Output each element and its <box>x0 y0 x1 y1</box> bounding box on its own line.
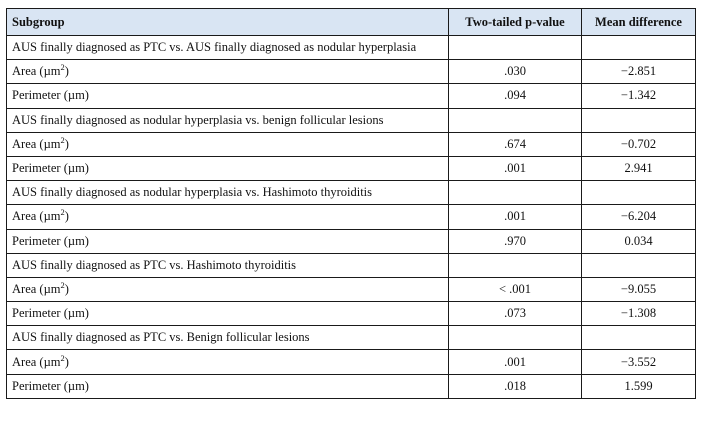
measure-label <box>7 350 449 374</box>
table-row <box>7 205 696 229</box>
pvalue-cell: < .001 <box>449 277 582 301</box>
pvalue-cell: .001 <box>449 350 582 374</box>
group-row <box>7 108 696 132</box>
empty-cell <box>449 253 582 277</box>
mean-difference-cell: −3.552 <box>582 350 696 374</box>
pvalue-cell: .030 <box>449 60 582 84</box>
table-row <box>7 277 696 301</box>
pvalue-cell: .970 <box>449 229 582 253</box>
measure-label <box>7 229 449 253</box>
unit-exponent: 2 <box>60 279 65 290</box>
pvalue-cell: .018 <box>449 374 582 398</box>
mean-difference-cell: −9.055 <box>582 277 696 301</box>
pvalue-cell: .094 <box>449 84 582 108</box>
measure-label-text: Area (µm <box>12 354 61 369</box>
measure-label <box>7 277 449 301</box>
table-row <box>7 60 696 84</box>
pvalue-cell: .674 <box>449 132 582 156</box>
measure-label-text: Perimeter (µm) <box>12 378 89 393</box>
empty-cell <box>449 108 582 132</box>
empty-cell <box>449 181 582 205</box>
empty-cell <box>449 326 582 350</box>
measure-label <box>7 205 449 229</box>
results-table <box>6 8 696 399</box>
measure-label-text: Perimeter (µm) <box>12 88 89 103</box>
measure-label <box>7 156 449 180</box>
table-row <box>7 132 696 156</box>
mean-difference-cell: −2.851 <box>582 60 696 84</box>
pvalue-cell: .001 <box>449 205 582 229</box>
unit-exponent: 2 <box>60 207 65 218</box>
table-row <box>7 229 696 253</box>
table-row <box>7 156 696 180</box>
measure-label-end: ) <box>64 209 69 224</box>
empty-cell <box>582 326 696 350</box>
measure-label-text: Area (µm <box>12 209 61 224</box>
table-row <box>7 302 696 326</box>
empty-cell <box>449 36 582 60</box>
measure-label-end: ) <box>64 281 69 296</box>
group-row <box>7 181 696 205</box>
group-title: AUS finally diagnosed as nodular hyperplasia vs. benign follicular lesions <box>7 108 449 132</box>
header-mean-difference: Mean difference <box>582 9 696 36</box>
mean-difference-cell: −6.204 <box>582 205 696 229</box>
measure-label-end: ) <box>64 136 69 151</box>
mean-difference-cell: −1.342 <box>582 84 696 108</box>
mean-difference-cell: 1.599 <box>582 374 696 398</box>
pvalue-cell: .073 <box>449 302 582 326</box>
measure-label <box>7 132 449 156</box>
measure-label-end: ) <box>64 354 69 369</box>
mean-difference-cell: 0.034 <box>582 229 696 253</box>
mean-difference-cell: 2.941 <box>582 156 696 180</box>
results-table-container <box>6 8 695 399</box>
measure-label-text: Perimeter (µm) <box>12 306 89 321</box>
header-pvalue: Two-tailed p-value <box>449 9 582 36</box>
measure-label-text: Perimeter (µm) <box>12 161 89 176</box>
measure-label-text: Area (µm <box>12 281 61 296</box>
unit-exponent: 2 <box>60 352 65 363</box>
empty-cell <box>582 36 696 60</box>
group-title: AUS finally diagnosed as PTC vs. Hashimoto thyroiditis <box>7 253 449 277</box>
measure-label-end: ) <box>64 64 69 79</box>
measure-label-text: Perimeter (µm) <box>12 233 89 248</box>
measure-label <box>7 84 449 108</box>
measure-label <box>7 302 449 326</box>
unit-exponent: 2 <box>60 62 65 73</box>
group-row <box>7 36 696 60</box>
group-title: AUS finally diagnosed as nodular hyperplasia vs. Hashimoto thyroiditis <box>7 181 449 205</box>
table-body <box>7 36 696 399</box>
group-title: AUS finally diagnosed as PTC vs. AUS finally diagnosed as nodular hyperplasia <box>7 36 449 60</box>
group-row <box>7 326 696 350</box>
table-row <box>7 374 696 398</box>
measure-label <box>7 374 449 398</box>
empty-cell <box>582 181 696 205</box>
header-subgroup: Subgroup <box>7 9 449 36</box>
group-title: AUS finally diagnosed as PTC vs. Benign follicular lesions <box>7 326 449 350</box>
group-row <box>7 253 696 277</box>
mean-difference-cell: −0.702 <box>582 132 696 156</box>
empty-cell <box>582 253 696 277</box>
table-row <box>7 350 696 374</box>
pvalue-cell: .001 <box>449 156 582 180</box>
mean-difference-cell: −1.308 <box>582 302 696 326</box>
unit-exponent: 2 <box>60 134 65 145</box>
measure-label-text: Area (µm <box>12 64 61 79</box>
table-row <box>7 84 696 108</box>
measure-label <box>7 60 449 84</box>
measure-label-text: Area (µm <box>12 136 61 151</box>
empty-cell <box>582 108 696 132</box>
header-row <box>7 9 696 36</box>
